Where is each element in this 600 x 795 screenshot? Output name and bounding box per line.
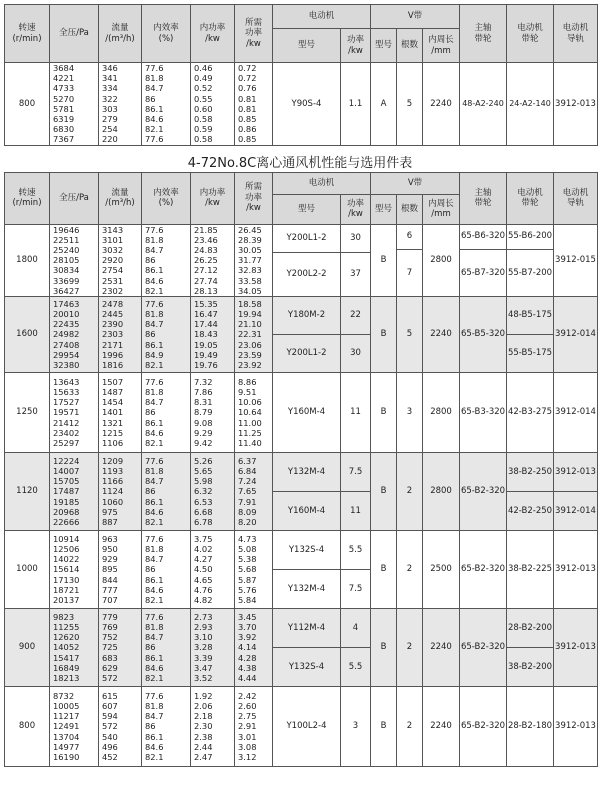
group-motor-model: Y132M-4 <box>273 570 341 609</box>
group-motor-power: 37 <box>341 253 371 297</box>
group-vbelt-model: B <box>371 224 397 296</box>
header-vbelt-length: 内周长 /mm <box>423 29 460 63</box>
top-motor-rail: 3912-013 <box>554 63 598 146</box>
group-required-power: 8.86 9.51 10.06 10.64 11.00 11.25 11.40 <box>235 373 273 453</box>
group-motor-power: 7.5 <box>341 453 371 492</box>
group-motor-model: Y160M-4 <box>273 492 341 531</box>
group-pressure: 10914 12506 14022 15614 17130 18721 20137 <box>50 531 99 609</box>
header-motor-pulley: 电动机 带轮 <box>507 172 554 224</box>
group-motor-rail: 3912-014 <box>554 373 598 453</box>
header-speed: 转速 (r/min) <box>5 172 50 224</box>
group-pressure: 19646 22511 25240 28105 30834 33699 36427 <box>50 224 99 296</box>
group-vbelt-model: B <box>371 453 397 531</box>
group-vbelt-count: 7 <box>397 249 423 296</box>
top-motor-power: 1.1 <box>341 63 371 146</box>
group-required-power: 3.45 3.70 3.92 4.14 4.28 4.38 4.44 <box>235 609 273 687</box>
main-performance-table <box>4 172 598 767</box>
top-vbelt-model: A <box>371 63 397 146</box>
group-motor-rail: 3912-013 <box>554 453 598 492</box>
group-pressure: 12224 14007 15705 17487 19185 20968 22666 <box>50 453 99 531</box>
header-internal-power: 内功率 /kw <box>191 5 235 63</box>
group-vbelt-model: B <box>371 609 397 687</box>
group-vbelt-count: 6 <box>397 224 423 249</box>
header-motor-power: 功率 /kw <box>341 194 371 224</box>
group-motor-model: Y200L2-2 <box>273 253 341 297</box>
group-vbelt-count: 2 <box>397 687 423 767</box>
group-vbelt-count: 5 <box>397 297 423 373</box>
group-motor-pulley: 28-B2-200 <box>507 609 554 648</box>
group-motor-pulley: 55-B7-200 <box>507 249 554 296</box>
group-motor-rail: 3912-015 <box>554 224 598 296</box>
group-flow: 963 950 929 895 844 777 707 <box>99 531 142 609</box>
header-internal-power: 内功率 /kw <box>191 172 235 224</box>
top-internal-power: 0.46 0.49 0.52 0.55 0.60 0.58 0.59 0.58 <box>191 63 235 146</box>
group-spindle-pulley: 65-B6-320 <box>460 224 507 249</box>
group-motor-power: 30 <box>341 335 371 373</box>
group-vbelt-model: B <box>371 297 397 373</box>
group-speed: 900 <box>5 609 50 687</box>
header-vbelt-count: 根数 <box>397 194 423 224</box>
top-motor-pulley: 24-A2-140 <box>507 63 554 146</box>
group-vbelt-model: B <box>371 531 397 609</box>
group-pressure: 17463 20010 22435 24982 27408 29954 32380 <box>50 297 99 373</box>
header-flow: 流量 /(m³/h) <box>99 5 142 63</box>
group-motor-power: 5.5 <box>341 648 371 687</box>
top-vbelt-count: 5 <box>397 63 423 146</box>
section-title: 4-72No.8C离心通风机性能与选用件表 <box>187 155 413 171</box>
group-efficiency: 77.6 81.8 84.7 86 86.1 84.9 82.1 <box>142 297 191 373</box>
group-required-power: 26.45 28.39 30.05 31.77 32.83 33.58 34.05 <box>235 224 273 296</box>
group-vbelt-length: 2240 <box>423 687 460 767</box>
header-motor-model: 型号 <box>273 29 341 63</box>
group-motor-model: Y100L2-4 <box>273 687 341 767</box>
group-internal-power: 1.92 2.06 2.18 2.30 2.38 2.44 2.47 <box>191 687 235 767</box>
top-vbelt-length: 2240 <box>423 63 460 146</box>
header-vbelt-model: 型号 <box>371 29 397 63</box>
group-internal-power: 15.35 16.47 17.44 18.43 19.05 19.49 19.76 <box>191 297 235 373</box>
header-spindle-pulley: 主轴 带轮 <box>460 5 507 63</box>
group-internal-power: 2.73 2.93 3.10 3.28 3.39 3.47 3.52 <box>191 609 235 687</box>
group-motor-pulley: 48-B5-175 <box>507 297 554 335</box>
group-speed: 1600 <box>5 297 50 373</box>
group-flow: 1209 1193 1166 1124 1060 975 887 <box>99 453 142 531</box>
group-speed: 1250 <box>5 373 50 453</box>
header-speed: 转速 (r/min) <box>5 5 50 63</box>
group-pressure: 8732 10005 11217 12491 13704 14977 16190 <box>50 687 99 767</box>
group-speed: 1800 <box>5 224 50 296</box>
group-motor-pulley: 55-B5-175 <box>507 335 554 373</box>
group-efficiency: 77.6 81.8 84.7 86 86.1 84.6 82.1 <box>142 453 191 531</box>
top-required-power: 0.72 0.72 0.76 0.81 0.81 0.85 0.86 0.85 <box>235 63 273 146</box>
group-motor-rail: 3912-013 <box>554 687 598 767</box>
group-pressure: 9823 11255 12620 14052 15417 16849 18213 <box>50 609 99 687</box>
group-motor-pulley: 38-B2-225 <box>507 531 554 609</box>
header-motor: 电动机 <box>273 5 371 29</box>
group-flow: 3143 3101 3032 2920 2754 2531 2302 <box>99 224 142 296</box>
group-motor-power: 22 <box>341 297 371 335</box>
header-vbelt-length: 内周长 /mm <box>423 194 460 224</box>
group-spindle-pulley: 65-B5-320 <box>460 297 507 373</box>
group-motor-power: 3 <box>341 687 371 767</box>
header-efficiency: 内效率 (%) <box>142 172 191 224</box>
top-spindle-pulley: 48-A2-240 <box>460 63 507 146</box>
top-speed: 800 <box>5 63 50 146</box>
group-motor-pulley: 38-B2-250 <box>507 453 554 492</box>
header-motor-rail: 电动机 导轨 <box>554 172 598 224</box>
group-motor-pulley: 55-B6-200 <box>507 224 554 249</box>
group-motor-pulley: 42-B3-275 <box>507 373 554 453</box>
header-motor-pulley: 电动机 带轮 <box>507 5 554 63</box>
group-required-power: 6.37 6.84 7.24 7.65 7.91 8.09 8.20 <box>235 453 273 531</box>
top-motor-model: Y90S-4 <box>273 63 341 146</box>
group-required-power: 2.42 2.60 2.75 2.91 3.01 3.08 3.12 <box>235 687 273 767</box>
header-required-power: 所需 功率 /kw <box>235 5 273 63</box>
group-internal-power: 21.85 23.46 24.83 26.25 27.12 27.74 28.13 <box>191 224 235 296</box>
group-speed: 1000 <box>5 531 50 609</box>
group-efficiency: 77.6 81.8 84.7 86 86.1 84.6 82.1 <box>142 531 191 609</box>
group-speed: 800 <box>5 687 50 767</box>
group-motor-rail: 3912-013 <box>554 531 598 609</box>
group-motor-rail: 3912-014 <box>554 492 598 531</box>
top-flow: 346 341 334 322 303 279 254 220 <box>99 63 142 146</box>
group-motor-model: Y180M-2 <box>273 297 341 335</box>
group-speed: 1120 <box>5 453 50 531</box>
group-motor-model: Y132M-4 <box>273 453 341 492</box>
header-vbelt: V带 <box>371 172 460 194</box>
header-flow: 流量 /(m³/h) <box>99 172 142 224</box>
group-vbelt-length: 2800 <box>423 224 460 296</box>
group-vbelt-count: 3 <box>397 373 423 453</box>
group-pressure: 13643 15633 17527 19571 21412 23402 25297 <box>50 373 99 453</box>
group-motor-model: Y132S-4 <box>273 648 341 687</box>
group-motor-model: Y200L1-2 <box>273 224 341 253</box>
group-motor-power: 7.5 <box>341 570 371 609</box>
group-efficiency: 77.6 81.8 84.7 86 86.1 84.6 82.1 <box>142 609 191 687</box>
group-internal-power: 7.32 7.86 8.31 8.79 9.08 9.29 9.42 <box>191 373 235 453</box>
top-efficiency: 77.6 81.8 84.7 86 86.1 84.6 82.1 77.6 <box>142 63 191 146</box>
header-vbelt: V带 <box>371 5 460 29</box>
group-required-power: 4.73 5.08 5.38 5.68 5.87 5.76 5.84 <box>235 531 273 609</box>
group-efficiency: 77.6 81.8 84.7 86 86.1 84.6 82.1 <box>142 373 191 453</box>
group-flow: 2478 2445 2390 2303 2171 1996 1816 <box>99 297 142 373</box>
top-pressure: 3684 4221 4733 5270 5781 6319 6830 7367 <box>50 63 99 146</box>
group-vbelt-length: 2240 <box>423 609 460 687</box>
group-required-power: 18.58 19.94 21.10 22.31 23.06 23.59 23.92 <box>235 297 273 373</box>
group-vbelt-length: 2500 <box>423 531 460 609</box>
group-vbelt-count: 2 <box>397 453 423 531</box>
header-spindle-pulley: 主轴 带轮 <box>460 172 507 224</box>
header-vbelt-count: 根数 <box>397 29 423 63</box>
header-required-power: 所需 功率 /kw <box>235 172 273 224</box>
group-spindle-pulley: 65-B2-320 <box>460 531 507 609</box>
group-vbelt-model: B <box>371 373 397 453</box>
header-pressure: 全压/Pa <box>50 172 99 224</box>
group-vbelt-count: 2 <box>397 531 423 609</box>
group-spindle-pulley: 65-B2-320 <box>460 687 507 767</box>
group-motor-power: 4 <box>341 609 371 648</box>
group-efficiency: 77.6 81.8 84.7 86 86.1 84.6 82.1 <box>142 687 191 767</box>
group-motor-model: Y200L1-2 <box>273 335 341 373</box>
group-motor-power: 30 <box>341 224 371 253</box>
top-performance-table <box>4 4 598 146</box>
group-spindle-pulley: 65-B3-320 <box>460 373 507 453</box>
header-vbelt-model: 型号 <box>371 194 397 224</box>
group-motor-pulley: 28-B2-180 <box>507 687 554 767</box>
group-vbelt-length: 2800 <box>423 453 460 531</box>
group-motor-model: Y132S-4 <box>273 531 341 570</box>
group-motor-rail: 3912-014 <box>554 297 598 373</box>
group-motor-rail: 3912-013 <box>554 609 598 687</box>
group-flow: 1507 1487 1454 1401 1321 1215 1106 <box>99 373 142 453</box>
header-motor-power: 功率 /kw <box>341 29 371 63</box>
group-vbelt-length: 2240 <box>423 297 460 373</box>
group-motor-model: Y112M-4 <box>273 609 341 648</box>
header-motor: 电动机 <box>273 172 371 194</box>
group-spindle-pulley: 65-B7-320 <box>460 249 507 296</box>
group-motor-power: 11 <box>341 492 371 531</box>
group-motor-power: 11 <box>341 373 371 453</box>
group-motor-pulley: 42-B2-250 <box>507 492 554 531</box>
group-internal-power: 5.26 5.65 5.98 6.32 6.53 6.68 6.78 <box>191 453 235 531</box>
header-pressure: 全压/Pa <box>50 5 99 63</box>
group-vbelt-model: B <box>371 687 397 767</box>
group-vbelt-length: 2800 <box>423 373 460 453</box>
group-vbelt-count: 2 <box>397 609 423 687</box>
header-motor-rail: 电动机 导轨 <box>554 5 598 63</box>
group-efficiency: 77.6 81.8 84.7 86 86.1 84.6 82.1 <box>142 224 191 296</box>
header-efficiency: 内效率 (%) <box>142 5 191 63</box>
group-internal-power: 3.75 4.02 4.27 4.50 4.65 4.76 4.82 <box>191 531 235 609</box>
group-flow: 615 607 594 572 540 496 452 <box>99 687 142 767</box>
group-motor-model: Y160M-4 <box>273 373 341 453</box>
group-flow: 779 769 752 725 683 629 572 <box>99 609 142 687</box>
header-motor-model: 型号 <box>273 194 341 224</box>
group-motor-power: 5.5 <box>341 531 371 570</box>
group-motor-pulley: 38-B2-200 <box>507 648 554 687</box>
group-spindle-pulley: 65-B2-320 <box>460 609 507 687</box>
group-spindle-pulley: 65-B2-320 <box>460 453 507 531</box>
